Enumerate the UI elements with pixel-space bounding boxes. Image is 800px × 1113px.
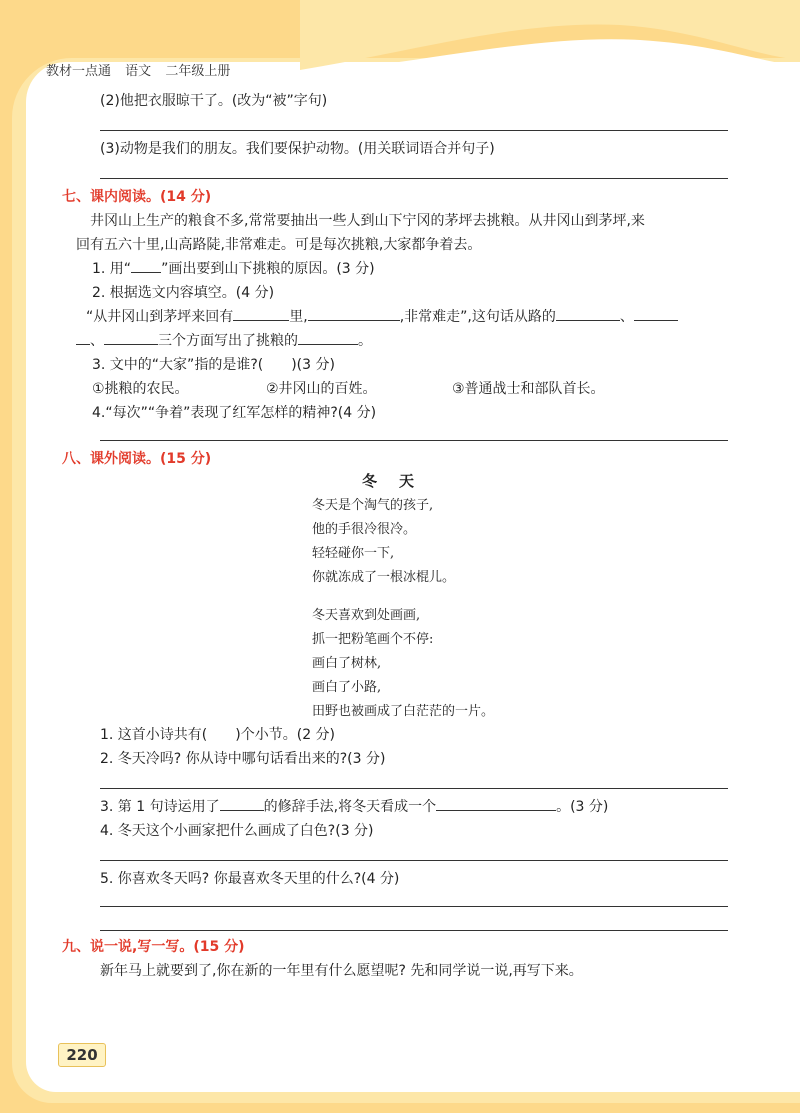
s8-question-1 — [100, 724, 335, 744]
s7-question-1 — [92, 258, 375, 278]
poem-line: 冬天是个淘气的孩子, — [312, 498, 434, 513]
fill-blank[interactable] — [104, 330, 158, 345]
underline-sample — [131, 258, 161, 273]
answer-line[interactable] — [100, 440, 728, 441]
s7-question-3 — [92, 354, 335, 374]
book-header — [46, 60, 240, 79]
q6-item3: (3)动物是我们的朋友。我们要保护动物。(用关联词语合并句子) — [100, 141, 495, 157]
fill-text: 里, — [289, 309, 308, 325]
fill-blank[interactable] — [233, 306, 289, 321]
q3-text: )(3 分) — [291, 357, 335, 373]
poem-line: 你就冻成了一根冰棍儿。 — [312, 570, 456, 585]
fill-blank[interactable] — [298, 330, 358, 345]
section-8-title: 八、课外阅读。(15 分) — [62, 451, 212, 467]
fill-blank[interactable] — [634, 306, 678, 321]
passage-line: 回有五六十里,山高路陡,非常难走。可是每次挑粮,大家都争着去。 — [76, 237, 482, 253]
s7-q2-fill-line-2 — [76, 330, 372, 350]
s7-q3-option-1[interactable]: ①挑粮的农民。 — [92, 381, 189, 397]
fill-blank[interactable] — [556, 306, 620, 321]
poem-title: 冬天 — [362, 472, 437, 490]
poem-line: 画白了小路, — [312, 680, 382, 695]
passage-line: 井冈山上生产的粮食不多,常常要抽出一些人到山下宁冈的茅坪去挑粮。从井冈山到茅坪,来 — [90, 213, 645, 229]
q3-text: 。(3 分) — [556, 799, 609, 815]
q1-text: )个小节。(2 分) — [235, 727, 336, 743]
poem-line: 田野也被画成了白茫茫的一片。 — [312, 704, 495, 719]
poem-line: 轻轻碰你一下, — [312, 546, 395, 561]
fill-text: 、 — [90, 333, 104, 349]
q3-text: 3. 第 1 句诗运用了 — [100, 799, 220, 815]
header-series: 教材一点通 — [46, 64, 112, 79]
header-subject: 语文 — [125, 64, 152, 79]
fill-blank[interactable] — [436, 796, 556, 811]
answer-line[interactable] — [100, 130, 728, 131]
s7-q1-pre: 1. 用“ — [92, 261, 132, 277]
s7-q3-option-2[interactable]: ②井冈山的百姓。 — [266, 381, 377, 397]
s8-question-2: 2. 冬天冷吗? 你从诗中哪句话看出来的?(3 分) — [100, 751, 386, 767]
poem-line: 冬天喜欢到处画画, — [312, 608, 421, 623]
poem-line: 抓一把粉笔画个不停: — [312, 632, 434, 647]
s7-q3-option-3[interactable]: ③普通战士和部队首长。 — [452, 381, 605, 397]
s7-question-4: 4.“每次”“争着”表现了红军怎样的精神?(4 分) — [92, 405, 377, 421]
answer-line[interactable] — [100, 906, 728, 907]
section-9-title: 九、说一说,写一写。(15 分) — [62, 939, 245, 955]
fill-text: 三个方面写出了挑粮的 — [158, 333, 298, 349]
fill-text: “从井冈山到茅坪来回有 — [86, 309, 234, 325]
answer-line[interactable] — [100, 788, 728, 789]
header-wave-decoration — [300, 0, 800, 70]
s8-question-4: 4. 冬天这个小画家把什么画成了白色?(3 分) — [100, 823, 374, 839]
answer-line[interactable] — [100, 930, 728, 931]
s7-q1-post: ”画出要到山下挑粮的原因。(3 分) — [161, 261, 375, 277]
page-number: 220 — [58, 1043, 106, 1067]
fill-text: ,非常难走”,这句话从路的 — [399, 309, 556, 325]
answer-line[interactable] — [100, 178, 728, 179]
fill-text: 。 — [358, 333, 372, 349]
q1-text: 1. 这首小诗共有( — [100, 727, 208, 743]
poem-line: 画白了树林, — [312, 656, 382, 671]
section-7-title: 七、课内阅读。(14 分) — [62, 189, 212, 205]
fill-blank[interactable] — [308, 306, 400, 321]
q6-item2: (2)他把衣服晾干了。(改为“被”字句) — [100, 93, 328, 109]
s9-prompt: 新年马上就要到了,你在新的一年里有什么愿望呢? 先和同学说一说,再写下来。 — [100, 963, 583, 979]
q3-text: 的修辞手法,将冬天看成一个 — [263, 799, 437, 815]
answer-line[interactable] — [100, 860, 728, 861]
s7-question-2: 2. 根据选文内容填空。(4 分) — [92, 285, 275, 301]
header-grade: 二年级上册 — [165, 64, 231, 79]
s7-q2-fill-line-1 — [86, 306, 678, 326]
s8-question-3 — [100, 796, 608, 816]
fill-blank[interactable] — [76, 330, 90, 345]
q3-text: 3. 文中的“大家”指的是谁?( — [92, 357, 264, 373]
poem-line: 他的手很冷很冷。 — [312, 522, 417, 537]
fill-blank[interactable] — [220, 796, 264, 811]
fill-text: 、 — [619, 309, 634, 325]
s8-question-5: 5. 你喜欢冬天吗? 你最喜欢冬天里的什么?(4 分) — [100, 871, 400, 887]
